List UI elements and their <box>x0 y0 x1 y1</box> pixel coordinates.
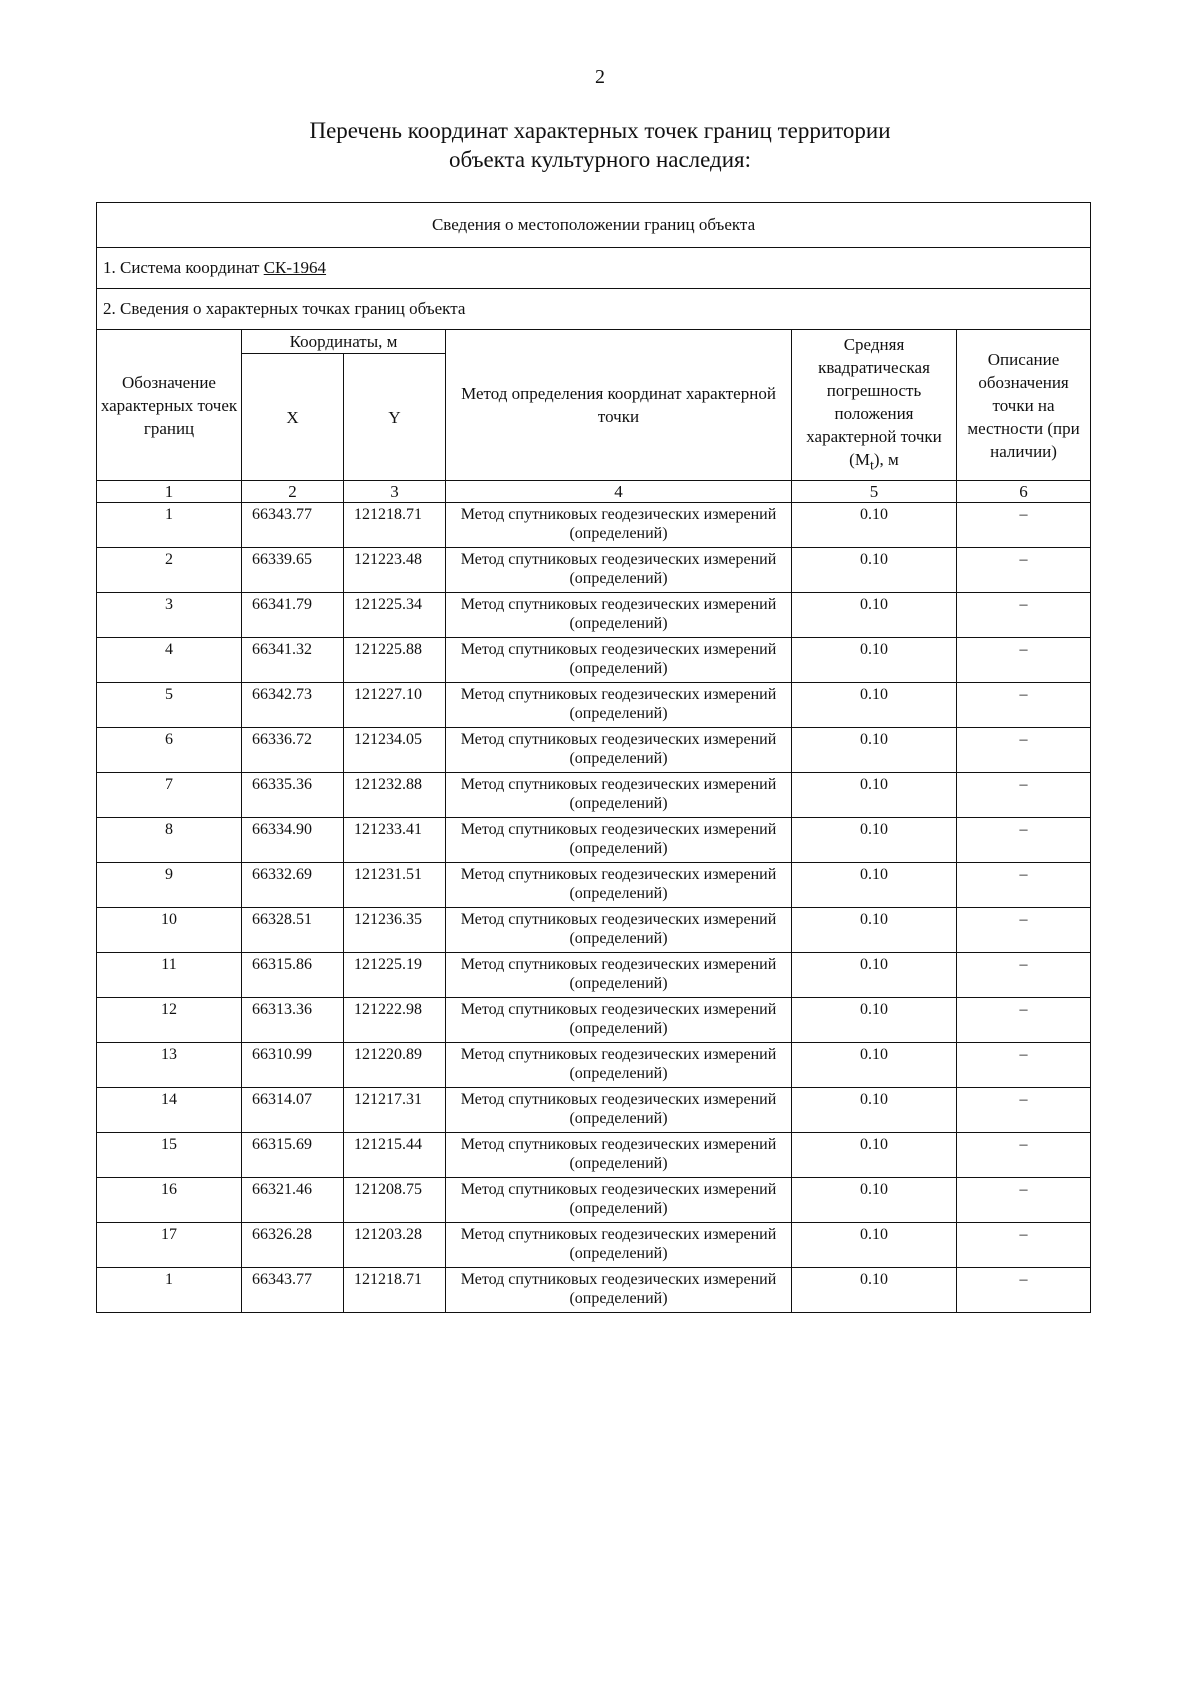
coord-y: 121231.51 <box>344 863 446 908</box>
method: Метод спутниковых геодезических измерений (определений) <box>446 953 792 998</box>
mean-error: 0.10 <box>792 683 957 728</box>
point-description: – <box>957 953 1091 998</box>
mean-error: 0.10 <box>792 1178 957 1223</box>
header-description: Описание обозначения точки на местности (при наличии) <box>957 330 1091 481</box>
point-description: – <box>957 1043 1091 1088</box>
coord-x: 66332.69 <box>242 863 344 908</box>
point-number: 14 <box>97 1088 242 1133</box>
coord-y: 121217.31 <box>344 1088 446 1133</box>
table-row <box>97 503 1091 548</box>
document-title-line-2: объекта культурного наследия: <box>448 147 752 172</box>
coord-y: 121225.19 <box>344 953 446 998</box>
points-section-row <box>97 289 1091 330</box>
point-description: – <box>957 503 1091 548</box>
table-row <box>97 683 1091 728</box>
table-row <box>97 773 1091 818</box>
point-description: – <box>957 1223 1091 1268</box>
coord-x: 66341.79 <box>242 593 344 638</box>
method: Метод спутниковых геодезических измерений (определений) <box>446 1268 792 1313</box>
section-title: Сведения о местоположении границ объекта <box>97 203 1091 248</box>
coord-system-cell <box>97 248 1091 289</box>
table-row <box>97 593 1091 638</box>
point-number: 7 <box>97 773 242 818</box>
coordinates-table <box>96 202 1091 1313</box>
mean-error: 0.10 <box>792 1088 957 1133</box>
mean-error: 0.10 <box>792 1133 957 1178</box>
document-title <box>0 116 1200 174</box>
table-row <box>97 863 1091 908</box>
table-row <box>97 1223 1091 1268</box>
point-description: – <box>957 1088 1091 1133</box>
header-y: Y <box>344 354 446 481</box>
coord-x: 66313.36 <box>242 998 344 1043</box>
table-row <box>97 728 1091 773</box>
coord-y: 121225.34 <box>344 593 446 638</box>
mean-error: 0.10 <box>792 593 957 638</box>
method: Метод спутниковых геодезических измерений (определений) <box>446 728 792 773</box>
method: Метод спутниковых геодезических измерений (определений) <box>446 1223 792 1268</box>
mean-error: 0.10 <box>792 503 957 548</box>
coord-x: 66315.86 <box>242 953 344 998</box>
coord-system-label: 1. Система координат <box>103 258 264 277</box>
point-description: – <box>957 998 1091 1043</box>
point-number: 12 <box>97 998 242 1043</box>
method: Метод спутниковых геодезических измерений (определений) <box>446 683 792 728</box>
column-number: 3 <box>344 481 446 503</box>
table-row <box>97 908 1091 953</box>
point-description: – <box>957 683 1091 728</box>
table-row <box>97 1088 1091 1133</box>
mean-error: 0.10 <box>792 728 957 773</box>
header-x: X <box>242 354 344 481</box>
mean-error: 0.10 <box>792 908 957 953</box>
mean-error: 0.10 <box>792 863 957 908</box>
method: Метод спутниковых геодезических измерений (определений) <box>446 773 792 818</box>
header-coordinates: Координаты, м <box>242 330 446 354</box>
table-row <box>97 1043 1091 1088</box>
table-row <box>97 998 1091 1043</box>
method: Метод спутниковых геодезических измерений (определений) <box>446 863 792 908</box>
mean-error: 0.10 <box>792 998 957 1043</box>
header-error: Средняя квадратическая погрешность положения характерной точки $(M_t)$, м <box>792 330 957 481</box>
points-section-title: 2. Сведения о характерных точках границ объекта <box>97 289 1091 330</box>
point-number: 9 <box>97 863 242 908</box>
point-description: – <box>957 863 1091 908</box>
point-number: 16 <box>97 1178 242 1223</box>
point-description: – <box>957 1178 1091 1223</box>
method: Метод спутниковых геодезических измерений (определений) <box>446 818 792 863</box>
method: Метод спутниковых геодезических измерений (определений) <box>446 593 792 638</box>
coord-y: 121236.35 <box>344 908 446 953</box>
mean-error: 0.10 <box>792 1043 957 1088</box>
coord-y: 121215.44 <box>344 1133 446 1178</box>
table-row <box>97 953 1091 998</box>
column-number: 5 <box>792 481 957 503</box>
mean-error: 0.10 <box>792 818 957 863</box>
coord-x: 66342.73 <box>242 683 344 728</box>
coord-y: 121218.71 <box>344 503 446 548</box>
method: Метод спутниковых геодезических измерений (определений) <box>446 998 792 1043</box>
coord-x: 66314.07 <box>242 1088 344 1133</box>
table-row <box>97 1268 1091 1313</box>
column-numbers-row <box>97 481 1091 503</box>
point-number: 3 <box>97 593 242 638</box>
coord-y: 121208.75 <box>344 1178 446 1223</box>
coord-y: 121227.10 <box>344 683 446 728</box>
mean-error: 0.10 <box>792 1268 957 1313</box>
coord-y: 121223.48 <box>344 548 446 593</box>
point-description: – <box>957 908 1091 953</box>
column-number: 1 <box>97 481 242 503</box>
table-row <box>97 638 1091 683</box>
column-number: 2 <box>242 481 344 503</box>
point-number: 1 <box>97 1268 242 1313</box>
point-number: 6 <box>97 728 242 773</box>
point-description: – <box>957 548 1091 593</box>
point-number: 10 <box>97 908 242 953</box>
point-description: – <box>957 773 1091 818</box>
coord-y: 121218.71 <box>344 1268 446 1313</box>
coord-x: 66334.90 <box>242 818 344 863</box>
table-row <box>97 548 1091 593</box>
coord-x: 66339.65 <box>242 548 344 593</box>
coord-x: 66335.36 <box>242 773 344 818</box>
coord-x: 66343.77 <box>242 503 344 548</box>
method: Метод спутниковых геодезических измерений (определений) <box>446 1133 792 1178</box>
method: Метод спутниковых геодезических измерений (определений) <box>446 548 792 593</box>
mean-error: 0.10 <box>792 638 957 683</box>
coord-y: 121222.98 <box>344 998 446 1043</box>
point-description: – <box>957 593 1091 638</box>
document-title-line-1: Перечень координат характерных точек границ территории <box>309 118 891 143</box>
coord-x: 66326.28 <box>242 1223 344 1268</box>
coord-y: 121225.88 <box>344 638 446 683</box>
method: Метод спутниковых геодезических измерений (определений) <box>446 1043 792 1088</box>
table-row <box>97 1178 1091 1223</box>
header-row-1 <box>97 330 1091 354</box>
column-number: 4 <box>446 481 792 503</box>
point-number: 13 <box>97 1043 242 1088</box>
point-description: – <box>957 1133 1091 1178</box>
method: Метод спутниковых геодезических измерений (определений) <box>446 1178 792 1223</box>
coord-x: 66328.51 <box>242 908 344 953</box>
point-description: – <box>957 818 1091 863</box>
mean-error: 0.10 <box>792 773 957 818</box>
method: Метод спутниковых геодезических измерений (определений) <box>446 908 792 953</box>
coord-x: 66321.46 <box>242 1178 344 1223</box>
mean-error: 0.10 <box>792 953 957 998</box>
mean-error: 0.10 <box>792 548 957 593</box>
point-number: 4 <box>97 638 242 683</box>
coord-x: 66341.32 <box>242 638 344 683</box>
coord-y: 121220.89 <box>344 1043 446 1088</box>
method: Метод спутниковых геодезических измерений (определений) <box>446 638 792 683</box>
coord-system-value: СК-1964 <box>263 258 327 277</box>
point-description: – <box>957 728 1091 773</box>
table-row <box>97 1133 1091 1178</box>
coord-x: 66310.99 <box>242 1043 344 1088</box>
coord-x: 66315.69 <box>242 1133 344 1178</box>
point-description: – <box>957 1268 1091 1313</box>
method: Метод спутниковых геодезических измерений (определений) <box>446 1088 792 1133</box>
method: Метод спутниковых геодезических измерений (определений) <box>446 503 792 548</box>
point-number: 8 <box>97 818 242 863</box>
coord-y: 121233.41 <box>344 818 446 863</box>
point-number: 5 <box>97 683 242 728</box>
coord-system-row <box>97 248 1091 289</box>
coord-x: 66343.77 <box>242 1268 344 1313</box>
coord-y: 121232.88 <box>344 773 446 818</box>
point-description: – <box>957 638 1091 683</box>
section-header-row <box>97 203 1091 248</box>
coordinates-table-body <box>97 203 1091 1313</box>
column-number: 6 <box>957 481 1091 503</box>
point-number: 15 <box>97 1133 242 1178</box>
header-designation: Обозначение характерных точек границ <box>97 330 242 481</box>
point-number: 2 <box>97 548 242 593</box>
page-number: 2 <box>595 66 605 88</box>
point-number: 11 <box>97 953 242 998</box>
coord-x: 66336.72 <box>242 728 344 773</box>
point-number: 1 <box>97 503 242 548</box>
mean-error: 0.10 <box>792 1223 957 1268</box>
coord-y: 121203.28 <box>344 1223 446 1268</box>
table-row <box>97 818 1091 863</box>
coord-y: 121234.05 <box>344 728 446 773</box>
header-method: Метод определения координат характерной точки <box>446 330 792 481</box>
point-number: 17 <box>97 1223 242 1268</box>
